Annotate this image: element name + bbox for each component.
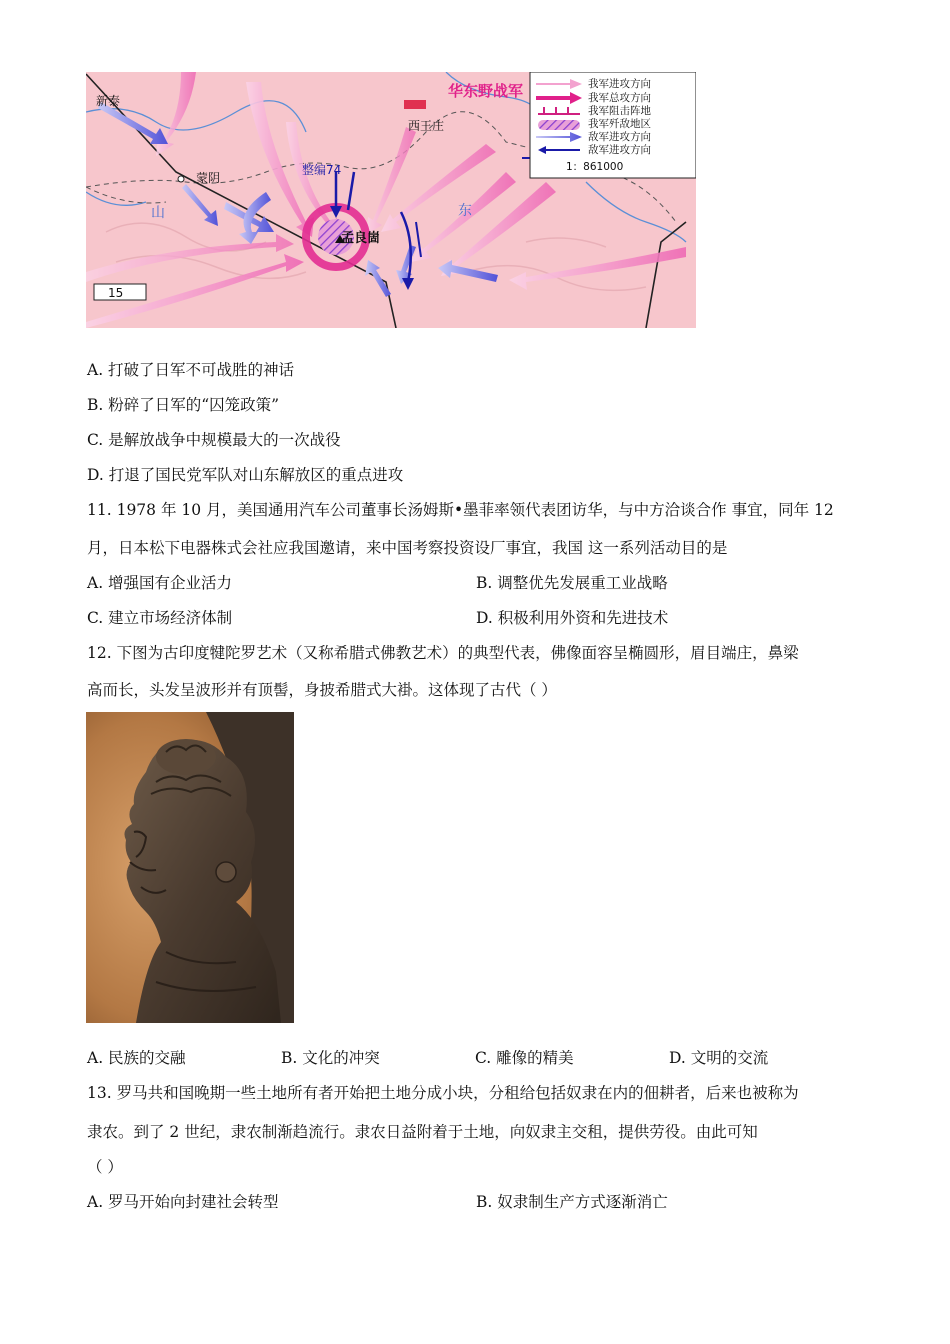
q10-option-a: A. 打破了日军不可战胜的神话 [87, 361, 295, 379]
map-title: 华东野战军 [448, 82, 524, 100]
q11-option-c: C. 建立市场经济体制 [87, 609, 233, 627]
legend-label: 我军歼敌地区 [588, 118, 651, 130]
menglianggu-campaign-map [86, 72, 696, 328]
legend-label: 敌军进攻方向 [588, 144, 651, 156]
q10-option-b: B. 粉碎了日军的“囚笼政策” [87, 396, 280, 414]
q11-option-a: A. 增强国有企业活力 [87, 574, 233, 592]
q10-option-c: C. 是解放战争中规模最大的一次战役 [87, 431, 341, 449]
q10-option-d: D. 打退了国民党军队对山东解放区的重点进攻 [87, 466, 404, 484]
q12-option-a: A. 民族的交融 [87, 1049, 186, 1067]
q11-stem-line2: 月，日本松下电器株式会社应我国邀请，来中国考察投资设厂事宜，我国 这一系列活动目的是 [87, 539, 728, 557]
place-menglianggu: 孟良崮 [341, 231, 381, 246]
place-mengyin: 蒙阴 [196, 171, 221, 185]
q11-option-b: B. 调整优先发展重工业战略 [476, 574, 668, 592]
hq-flag-icon [404, 100, 426, 109]
place-xintai: 新泰 [96, 94, 121, 108]
region-shan: 山 [151, 205, 165, 221]
q13-stem-line1: 13. 罗马共和国晚期一些土地所有者开始把土地分成小块，分租给包括奴隶在内的佃耕者，后来也被称为 [87, 1084, 799, 1102]
legend-label: 敌军进攻方向 [588, 131, 651, 143]
q11-option-d: D. 积极利用外资和先进技术 [476, 609, 669, 627]
enemy-unit-label: 整编74 [302, 163, 342, 177]
q12-stem-line1: 12. 下图为古印度犍陀罗艺术（又称希腊式佛教艺术）的典型代表，佛像面容呈椭圆形，眉目端庄，鼻梁 [87, 644, 799, 662]
map-legend [530, 72, 696, 178]
legend-label: 我军阻击阵地 [588, 105, 651, 117]
q12-option-d: D. 文明的交流 [669, 1049, 769, 1067]
q12-stem-line2: 高而长，头发呈波形并有顶髻，身披希腊式大褂。这体现了古代（ ） [87, 681, 557, 699]
gandhara-buddha-image [86, 712, 294, 1023]
q13-stem-line3: （ ） [87, 1158, 123, 1176]
q13-stem-line2: 隶农。到了 2 世纪，隶农制渐趋流行。隶农日益附着于土地，向奴隶主交租，提供劳役。由此可知 [87, 1123, 758, 1141]
q12-option-c: C. 雕像的精美 [475, 1049, 574, 1067]
legend-label: 我军进攻方向 [588, 78, 651, 90]
place-xiwangzhuang: 西王庄 [408, 119, 445, 133]
q13-option-b: B. 奴隶制生产方式逐渐消亡 [476, 1193, 668, 1211]
legend-label: 我军总攻方向 [588, 92, 651, 104]
legend-scale: 1：861000 [566, 161, 624, 173]
q12-option-b: B. 文化的冲突 [281, 1049, 380, 1067]
q11-stem-line1: 11. 1978 年 10 月，美国通用汽车公司董事长汤姆斯•墨菲率领代表团访华，与中方洽谈合作 事宜，同年 12 [87, 501, 834, 519]
q13-option-a: A. 罗马开始向封建社会转型 [87, 1193, 279, 1211]
map-number: 15 [108, 286, 124, 300]
region-dong: 东 [458, 203, 472, 219]
